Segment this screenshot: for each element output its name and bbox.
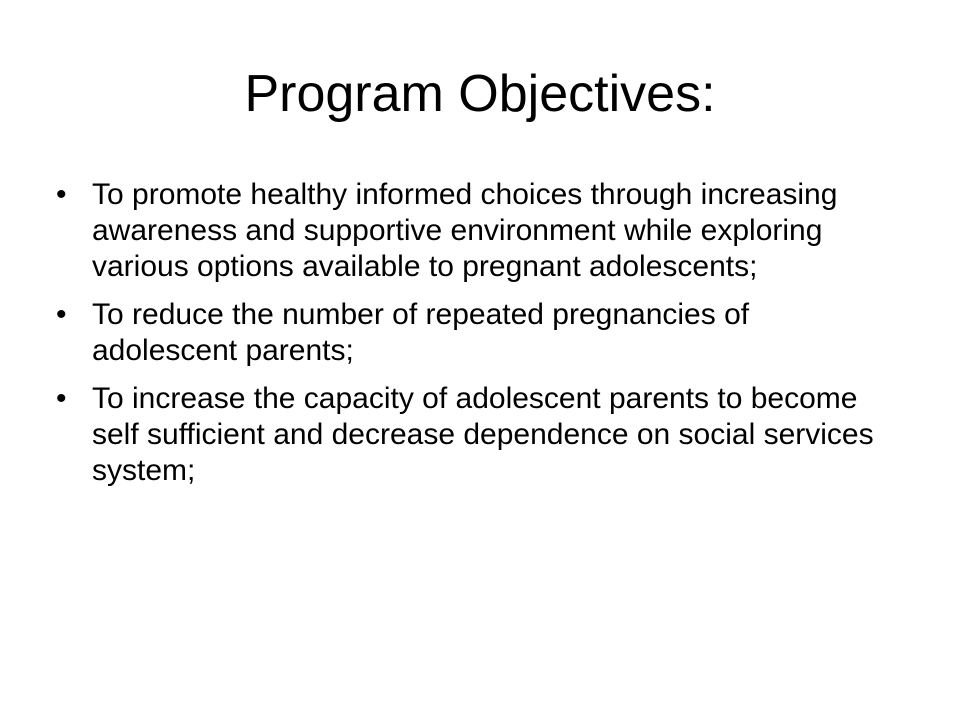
- objectives-list: [56, 177, 886, 501]
- bullet-text: To reduce the number of repeated pregnancies of adolescent parents;: [92, 298, 750, 367]
- list-item: [56, 381, 886, 489]
- bullet-text: To increase the capacity of adolescent parents to become self sufficient and decrease dependence on social services system;: [92, 382, 874, 487]
- slide-title: Program Objectives:: [244, 65, 716, 123]
- bullet-text: To promote healthy informed choices through increasing awareness and supportive environment while exploring various options available to pregnant adolescents;: [92, 178, 838, 283]
- list-item: [56, 297, 886, 369]
- list-item: [56, 177, 886, 285]
- bullet-icon: •: [56, 382, 67, 415]
- bullet-icon: •: [56, 298, 67, 331]
- bullet-icon: •: [56, 178, 67, 211]
